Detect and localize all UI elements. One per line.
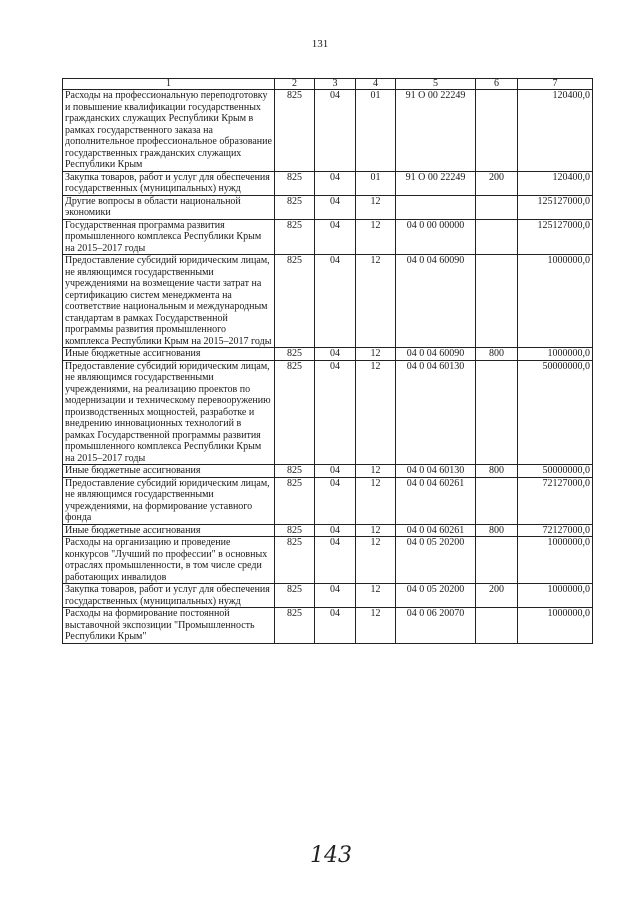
header-col-1: 1 bbox=[63, 79, 275, 90]
budget-table bbox=[62, 78, 593, 644]
row-code: 825 bbox=[275, 477, 315, 524]
table-row bbox=[63, 255, 593, 348]
row-code: 825 bbox=[275, 584, 315, 608]
row-expense-type bbox=[476, 90, 518, 172]
table-row bbox=[63, 477, 593, 524]
table-row bbox=[63, 348, 593, 361]
table-row bbox=[63, 195, 593, 219]
row-amount: 50000000,0 bbox=[518, 465, 593, 478]
row-subsection: 12 bbox=[356, 465, 396, 478]
row-subsection: 12 bbox=[356, 195, 396, 219]
row-code: 825 bbox=[275, 537, 315, 584]
row-name: Предоставление субсидий юридическим лицам, не являющимся государственными учреждениями, на формирование уставного фонда bbox=[63, 477, 275, 524]
row-amount: 1000000,0 bbox=[518, 608, 593, 644]
row-target-article: 04 0 04 60130 bbox=[396, 465, 476, 478]
header-col-3: 3 bbox=[315, 79, 356, 90]
row-amount: 120400,0 bbox=[518, 171, 593, 195]
row-code: 825 bbox=[275, 195, 315, 219]
row-subsection: 01 bbox=[356, 171, 396, 195]
row-section: 04 bbox=[315, 524, 356, 537]
row-subsection: 12 bbox=[356, 608, 396, 644]
row-section: 04 bbox=[315, 360, 356, 465]
row-expense-type: 800 bbox=[476, 348, 518, 361]
row-target-article: 04 0 06 20070 bbox=[396, 608, 476, 644]
row-name: Предоставление субсидий юридическим лицам, не являющимся государственными учреждениями, на реализацию проектов по модернизации и техническому перевооружению производственных мощностей, разработке и внедрению инновационных технологий в рамках Государственной программы развития промышленного комплекса Республики Крым на 2015–2017 годы bbox=[63, 360, 275, 465]
table-row bbox=[63, 465, 593, 478]
row-amount: 72127000,0 bbox=[518, 477, 593, 524]
row-code: 825 bbox=[275, 348, 315, 361]
header-row bbox=[63, 79, 593, 90]
row-target-article: 91 О 00 22249 bbox=[396, 90, 476, 172]
header-col-6: 6 bbox=[476, 79, 518, 90]
row-name: Расходы на профессиональную переподготовку и повышение квалификации государственных гражданских служащих Республики Крым в рамках государственного заказа на дополнительное профессиональное образование государственных гражданских служащих Республики Крым bbox=[63, 90, 275, 172]
row-code: 825 bbox=[275, 465, 315, 478]
header-col-7: 7 bbox=[518, 79, 593, 90]
row-amount: 50000000,0 bbox=[518, 360, 593, 465]
table-row bbox=[63, 171, 593, 195]
row-expense-type bbox=[476, 219, 518, 255]
table-row bbox=[63, 608, 593, 644]
row-subsection: 12 bbox=[356, 477, 396, 524]
row-target-article: 91 О 00 22249 bbox=[396, 171, 476, 195]
row-amount: 72127000,0 bbox=[518, 524, 593, 537]
row-expense-type bbox=[476, 537, 518, 584]
handwritten-page-number bbox=[308, 838, 368, 868]
row-section: 04 bbox=[315, 219, 356, 255]
row-name: Иные бюджетные ассигнования bbox=[63, 348, 275, 361]
row-subsection: 12 bbox=[356, 537, 396, 584]
row-target-article: 04 0 04 60090 bbox=[396, 255, 476, 348]
row-code: 825 bbox=[275, 90, 315, 172]
table-row bbox=[63, 219, 593, 255]
row-section: 04 bbox=[315, 584, 356, 608]
page-number: 131 bbox=[311, 38, 329, 50]
row-subsection: 12 bbox=[356, 219, 396, 255]
row-name: Расходы на формирование постоянной выставочной экспозиции "Промышленность Республики Крым" bbox=[63, 608, 275, 644]
row-subsection: 12 bbox=[356, 360, 396, 465]
row-expense-type bbox=[476, 608, 518, 644]
header-col-4: 4 bbox=[356, 79, 396, 90]
row-section: 04 bbox=[315, 195, 356, 219]
row-amount: 1000000,0 bbox=[518, 537, 593, 584]
row-expense-type: 800 bbox=[476, 465, 518, 478]
table-row bbox=[63, 360, 593, 465]
table-row bbox=[63, 90, 593, 172]
row-target-article: 04 0 00 00000 bbox=[396, 219, 476, 255]
row-section: 04 bbox=[315, 465, 356, 478]
table-row bbox=[63, 584, 593, 608]
row-section: 04 bbox=[315, 348, 356, 361]
row-subsection: 12 bbox=[356, 348, 396, 361]
row-name: Иные бюджетные ассигнования bbox=[63, 465, 275, 478]
row-subsection: 01 bbox=[356, 90, 396, 172]
row-code: 825 bbox=[275, 608, 315, 644]
row-amount: 1000000,0 bbox=[518, 255, 593, 348]
header-col-5: 5 bbox=[396, 79, 476, 90]
row-code: 825 bbox=[275, 171, 315, 195]
row-expense-type bbox=[476, 360, 518, 465]
row-name: Закупка товаров, работ и услуг для обеспечения государственных (муниципальных) нужд bbox=[63, 584, 275, 608]
row-amount: 125127000,0 bbox=[518, 195, 593, 219]
header-col-2: 2 bbox=[275, 79, 315, 90]
row-target-article bbox=[396, 195, 476, 219]
row-target-article: 04 0 04 60261 bbox=[396, 524, 476, 537]
row-amount: 1000000,0 bbox=[518, 584, 593, 608]
row-expense-type: 200 bbox=[476, 584, 518, 608]
row-subsection: 12 bbox=[356, 584, 396, 608]
row-section: 04 bbox=[315, 171, 356, 195]
row-target-article: 04 0 04 60130 bbox=[396, 360, 476, 465]
row-name: Предоставление субсидий юридическим лицам, не являющимся государственными учреждениями на возмещение части затрат на сертификацию систем менеджмента на соответствие национальным и международным стандартам в рамках Государственной программы развития промышленного комплекса Республики Крым на 2015–2017 годы bbox=[63, 255, 275, 348]
table-row bbox=[63, 524, 593, 537]
table-row bbox=[63, 537, 593, 584]
handwritten-page-number-text: 143 bbox=[310, 843, 352, 868]
row-expense-type: 200 bbox=[476, 171, 518, 195]
row-subsection: 12 bbox=[356, 255, 396, 348]
row-expense-type bbox=[476, 195, 518, 219]
row-name: Другие вопросы в области национальной экономики bbox=[63, 195, 275, 219]
row-expense-type bbox=[476, 255, 518, 348]
row-target-article: 04 0 04 60261 bbox=[396, 477, 476, 524]
row-section: 04 bbox=[315, 608, 356, 644]
row-expense-type: 800 bbox=[476, 524, 518, 537]
row-section: 04 bbox=[315, 477, 356, 524]
row-name: Закупка товаров, работ и услуг для обеспечения государственных (муниципальных) нужд bbox=[63, 171, 275, 195]
row-subsection: 12 bbox=[356, 524, 396, 537]
row-section: 04 bbox=[315, 537, 356, 584]
row-target-article: 04 0 05 20200 bbox=[396, 537, 476, 584]
row-expense-type bbox=[476, 477, 518, 524]
row-name: Иные бюджетные ассигнования bbox=[63, 524, 275, 537]
row-target-article: 04 0 05 20200 bbox=[396, 584, 476, 608]
row-code: 825 bbox=[275, 360, 315, 465]
row-name: Расходы на организацию и проведение конкурсов "Лучший по профессии" в основных отраслях промышленности, в том числе среди работающих инвалидов bbox=[63, 537, 275, 584]
row-amount: 1000000,0 bbox=[518, 348, 593, 361]
row-code: 825 bbox=[275, 524, 315, 537]
row-target-article: 04 0 04 60090 bbox=[396, 348, 476, 361]
row-code: 825 bbox=[275, 255, 315, 348]
row-code: 825 bbox=[275, 219, 315, 255]
row-section: 04 bbox=[315, 90, 356, 172]
row-amount: 120400,0 bbox=[518, 90, 593, 172]
row-name: Государственная программа развития промышленного комплекса Республики Крым на 2015–2017 годы bbox=[63, 219, 275, 255]
row-amount: 125127000,0 bbox=[518, 219, 593, 255]
row-section: 04 bbox=[315, 255, 356, 348]
